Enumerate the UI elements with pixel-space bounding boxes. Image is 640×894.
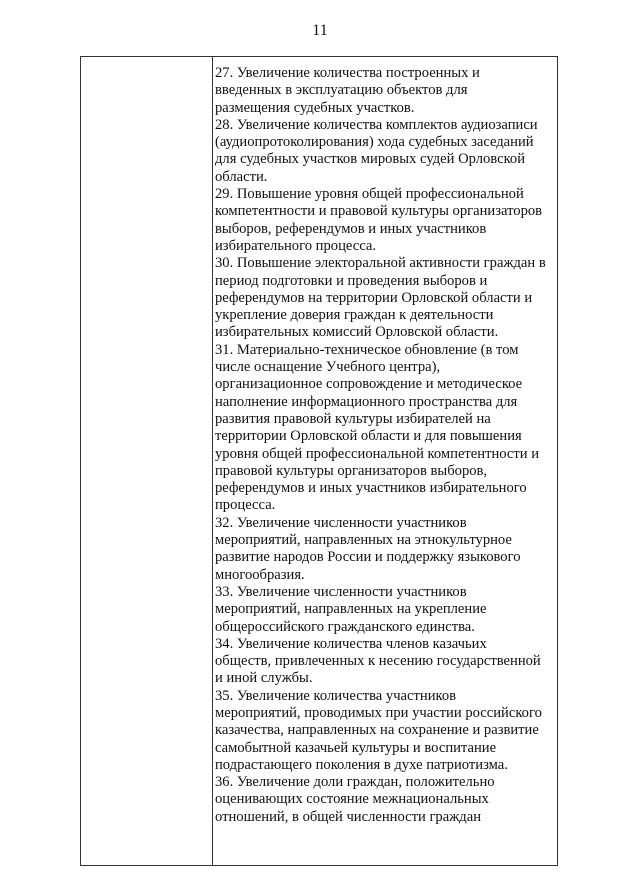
column-divider bbox=[212, 57, 213, 865]
document-table bbox=[80, 56, 558, 866]
list-item: 33. Увеличение численности участников мероприятий, направленных на укрепление общероссийского гражданского единства. bbox=[215, 583, 487, 635]
list-item: 27. Увеличение количества построенных и введенных в эксплуатацию объектов для размещения судебных участков. bbox=[215, 65, 480, 116]
list-item: 35. Увеличение количества участников мероприятий, проводимых при участии российского казачества, направленных на сохранение и развитие самобытной казачьей культуры и воспитание подрастающего поколения в духе патриотизма. bbox=[215, 687, 542, 773]
list-item: 29. Повышение уровня общей профессиональной компетентности и правовой культуры организаторов выборов, референдумов и иных участников избирательного процесса. bbox=[215, 186, 543, 254]
list-item: 31. Материально-техническое обновление (в том числе оснащение Учебного центра), организационное сопровождение и методическое наполнение информационного пространства для развития правовой культуры избирателей на территории Орловской области и для повышения уровня общей профессиональной компетентности и правовой культуры организаторов выборов, референдумов и иных участников избирательного процесса. bbox=[215, 341, 540, 514]
list-item: 28. Увеличение количества комплектов аудиозаписи (аудиопротоколирования) хода судебных заседаний для судебных участков мировых судей Орловской области. bbox=[215, 116, 538, 185]
list-item: 32. Увеличение численности участников мероприятий, направленных на этнокультурное развитие народов России и поддержку языкового многообразия. bbox=[215, 514, 521, 583]
indicators-cell bbox=[215, 65, 553, 826]
list-item: 30. Повышение электоральной активности граждан в период подготовки и проведения выборов и референдумов на территории Орловской области и укрепление доверия граждан к деятельности избирательных комиссий Орловской области. bbox=[215, 255, 546, 341]
list-item: 36. Увеличение доли граждан, положительно оценивающих состояние межнациональных отношений, в общей численности граждан bbox=[215, 774, 495, 825]
page-number: 11 bbox=[312, 22, 328, 39]
list-item: 34. Увеличение количества членов казачьих обществ, привлеченных к несению государственной и иной службы. bbox=[215, 635, 541, 687]
